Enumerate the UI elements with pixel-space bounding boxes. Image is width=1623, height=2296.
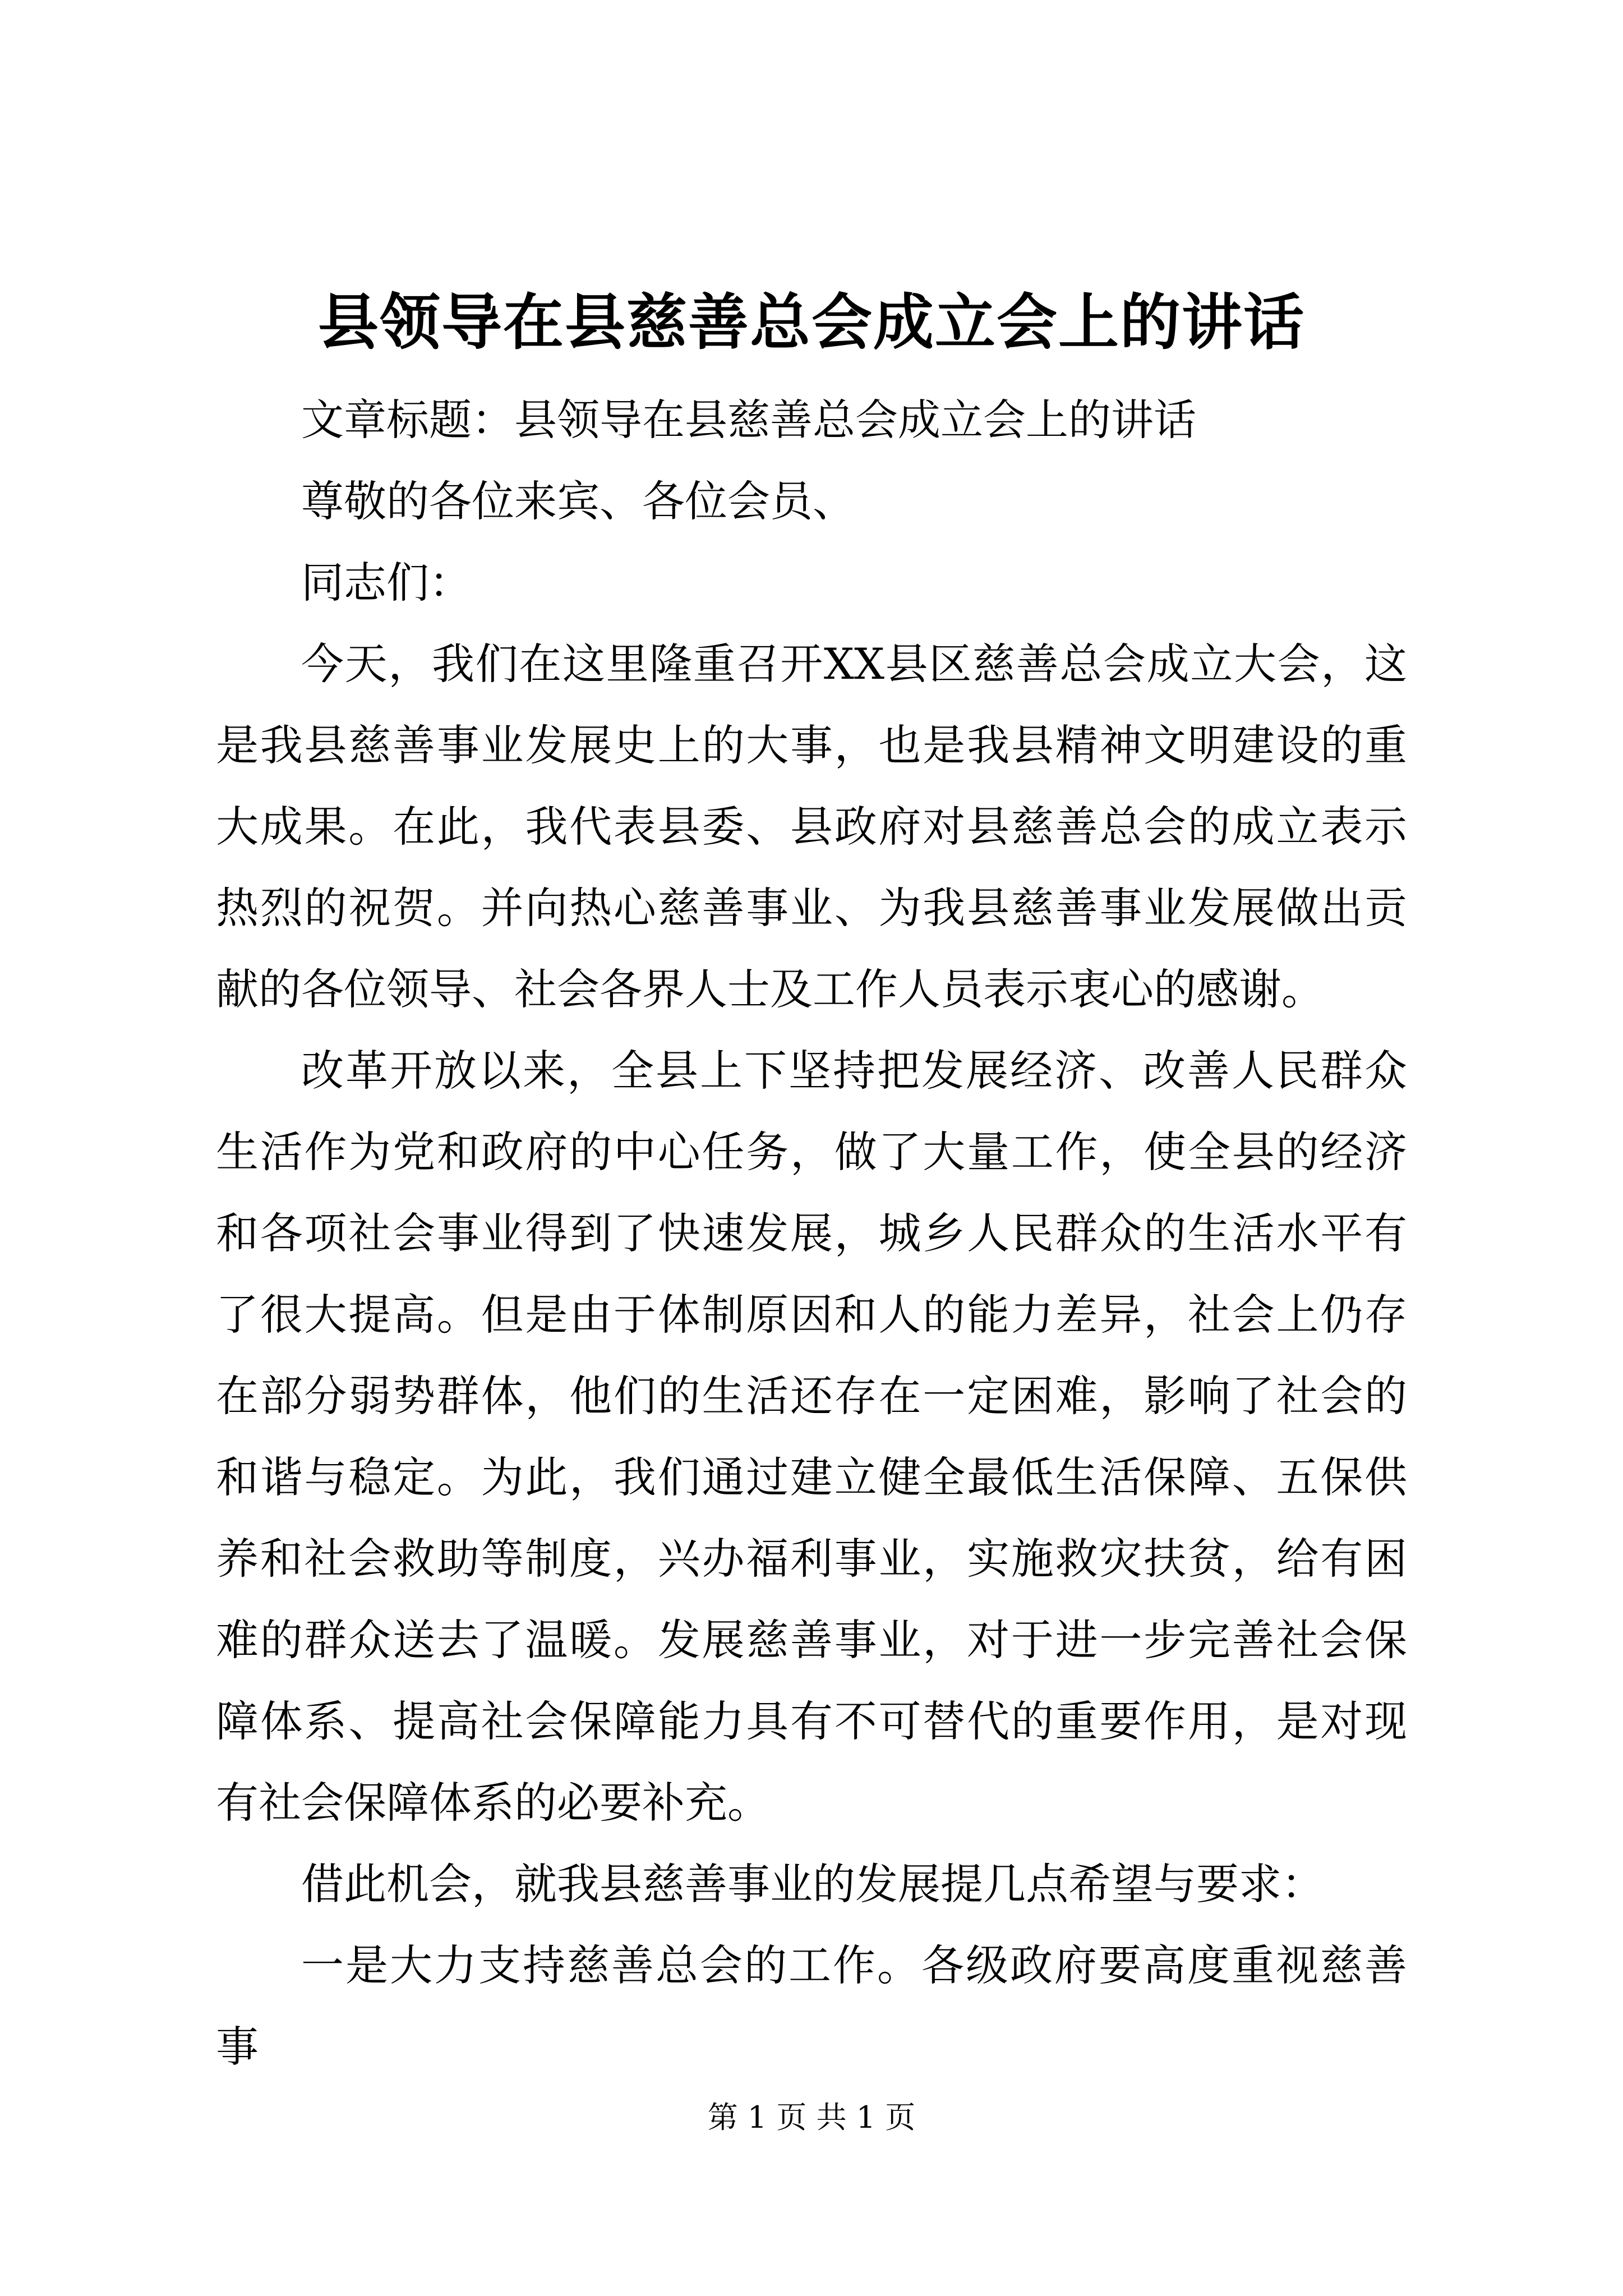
paragraph-point-one: 一是大力支持慈善总会的工作。各级政府要高度重视慈善事 <box>216 1940 1407 2072</box>
paragraph-article-title: 文章标题：县领导在县慈善总会成立会上的讲话 <box>301 395 1196 445</box>
paragraph-salutation: 尊敬的各位来宾、各位会员、 <box>301 476 855 526</box>
paragraph-reform: 改革开放以来，全县上下坚持把发展经济、改善人民群众生活作为党和政府的中心任务，做了大量工作，使全县的经济和各项社会事业得到了快速发展，城乡人民群众的生活水平有了很大提高。但是由于体制原因和人的能力差异，社会上仍存在部分弱势群体，他们的生活还存在一定困难，影响了社会的和谐与稳定。为此，我们通过建立健全最低生活保障、五保供养和社会救助等制度，兴办福利事业，实施救灾扶贫，给有困难的群众送去了温暖。发展慈善事业，对于进一步完善社会保障体系、提高社会保障能力具有不可替代的重要作用，是对现有社会保障体系的必要补充。 <box>216 1046 1407 1828</box>
paragraph-salutation-comrades: 同志们： <box>301 558 472 608</box>
paragraph-requirements-intro: 借此机会，就我县慈善事业的发展提几点希望与要求： <box>301 1859 1324 1909</box>
page-footer: 第 1 页 共 1 页 <box>707 2100 916 2135</box>
paragraph-opening: 今天，我们在这里隆重召开XX县区慈善总会成立大会，这是我县慈善事业发展史上的大事，也是我县精神文明建设的重大成果。在此，我代表县委、县政府对县慈善总会的成立表示热烈的祝贺。并向热心慈善事业、为我县慈善事业发展做出贡献的各位领导、社会各界人士及工作人员表示衷心的感谢。 <box>216 639 1407 1014</box>
document-title: 县领导在县慈善总会成立会上的讲话 <box>317 287 1305 358</box>
document-body <box>216 379 1407 2087</box>
